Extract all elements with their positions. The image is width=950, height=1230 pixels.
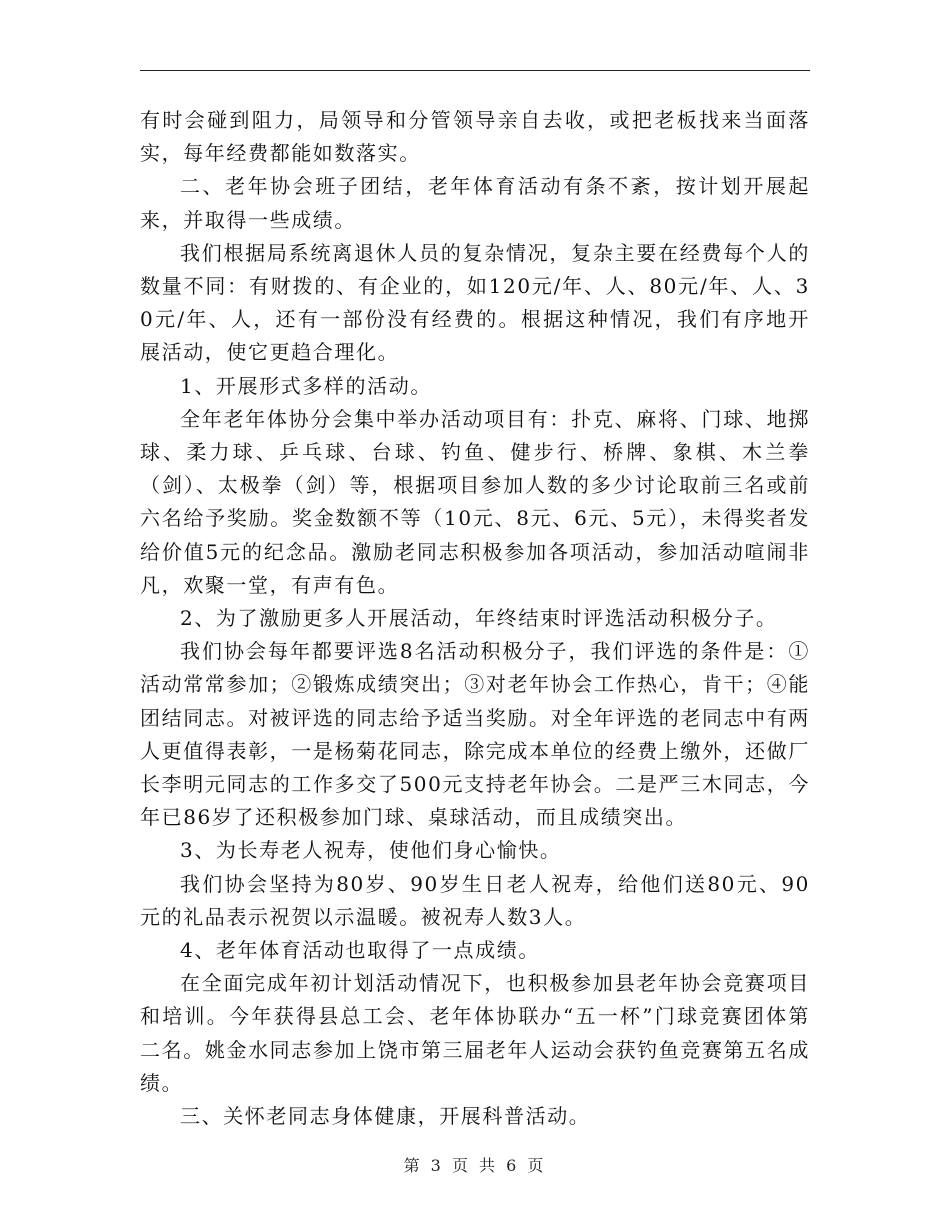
subsection-heading: 4、老年体育活动也取得了一点成绩。 xyxy=(180,938,540,963)
page-footer xyxy=(0,1153,950,1176)
paragraph: 我们协会坚持为80岁、90岁生日老人祝寿，给他们送80元、90元的礼品表示祝贺以示温暖。被祝寿人数3人。 xyxy=(140,871,810,929)
paragraph: 我们根据局系统离退休人员的复杂情况，复杂主要在经费每个人的数量不同：有财拨的、有企业的，如120元/年、人、80元/年、人、30元/年、人，还有一部份没有经费的。根据这种情况，我们有序地开展活动，使它更趋合理化。 xyxy=(140,240,810,365)
subsection-heading: 2、为了激励更多人开展活动，年终结束时评选活动积极分子。 xyxy=(180,606,778,631)
paragraph: 全年老年体协分会集中举办活动项目有：扑克、麻将、门球、地掷球、柔力球、乒乓球、台球、钓鱼、健步行、桥牌、象棋、木兰拳（剑）、太极拳（剑）等，根据项目参加人数的多少讨论取前三名或前六名给予奖励。奖金数额不等（10元、8元、6元、5元），未得奖者发给价值5元的纪念品。激励老同志积极参加各项活动，参加活动喧闹非凡，欢聚一堂，有声有色。 xyxy=(140,406,810,597)
document-body xyxy=(140,104,810,1133)
paragraph: 我们协会每年都要评选8名活动积极分子，我们评选的条件是：①活动常常参加；②锻炼成绩突出；③对老年协会工作热心，肯干；④能团结同志。对被评选的同志给予适当奖励。对全年评选的老同志中有两人更值得表彰，一是杨菊花同志，除完成本单位的经费上缴外，还做厂长李明元同志的工作多交了500元支持老年协会。二是严三木同志，今年已86岁了还积极参加门球、桌球活动，而且成绩突出。 xyxy=(140,639,810,830)
subsection-heading: 3、为长寿老人祝寿，使他们身心愉快。 xyxy=(180,838,562,863)
paragraph: 在全面完成年初计划活动情况下，也积极参加县老年协会竞赛项目和培训。今年获得县总工会、老年体协联办“五一杯”门球竞赛团体第二名。姚金水同志参加上饶市第三届老年人运动会获钓鱼竞赛第五名成绩。 xyxy=(140,971,810,1095)
header-rule xyxy=(140,70,810,71)
page-number: 第 3 页 共 6 页 xyxy=(403,1156,547,1175)
paragraph: 有时会碰到阻力，局领导和分管领导亲自去收，或把老板找来当面落实，每年经费都能如数落实。 xyxy=(140,108,810,166)
section-heading: 二、老年协会班子团结，老年体育活动有条不紊，按计划开展起来，并取得一些成绩。 xyxy=(140,174,810,232)
subsection-heading: 1、开展形式多样的活动。 xyxy=(180,373,432,398)
section-heading: 三、关怀老同志身体健康，开展科普活动。 xyxy=(180,1104,591,1129)
